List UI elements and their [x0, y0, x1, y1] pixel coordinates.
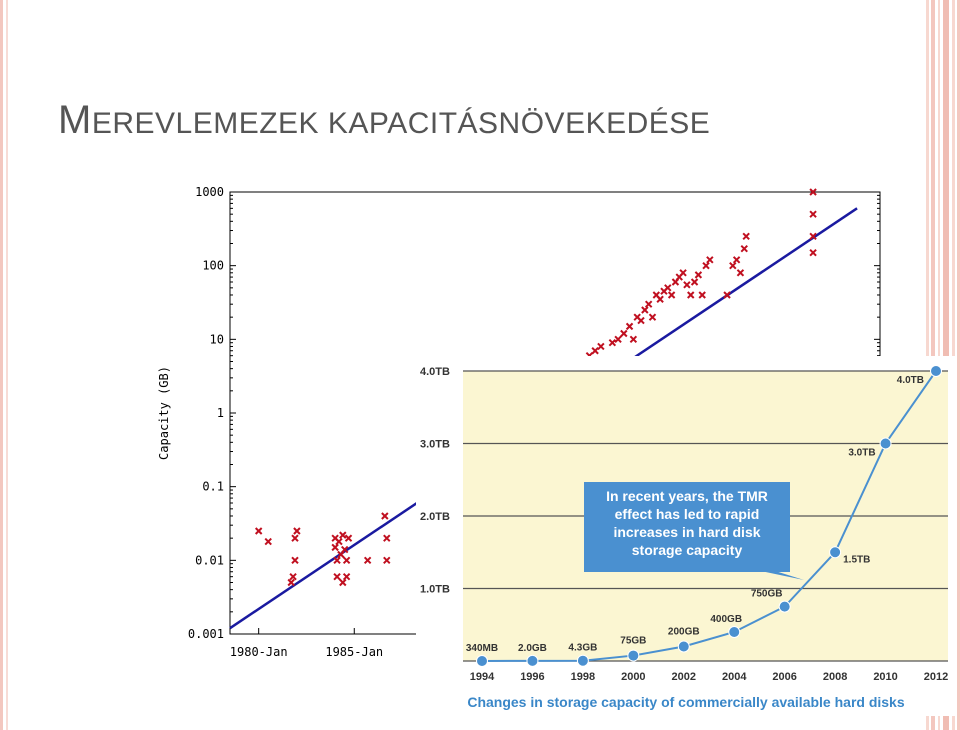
data-point — [527, 655, 538, 666]
slide-title-rest: EREVLEMEZEK KAPACITÁSNÖVEKEDÉSE — [91, 107, 711, 140]
x-tick-label: 1980-Jan — [229, 645, 288, 659]
data-label: 750GB — [750, 588, 783, 600]
data-point — [779, 601, 790, 612]
callout-text-line: storage capacity — [631, 542, 743, 558]
y-axis-label: Capacity (GB) — [157, 366, 171, 460]
data-label: 3.0TB — [848, 447, 876, 459]
y-tick-label: 100 — [202, 258, 224, 273]
callout-text-line: In recent years, the TMR — [606, 488, 768, 504]
slide-left-border — [0, 0, 8, 730]
x-tick-label: 1996 — [520, 671, 545, 683]
x-tick-label: 2006 — [772, 671, 797, 683]
x-tick-label: 1994 — [469, 671, 495, 683]
capacity-line-chart — [416, 356, 956, 716]
data-point — [477, 655, 488, 666]
data-point — [678, 641, 689, 652]
callout-text-line: effect has led to rapid — [614, 506, 760, 522]
y-tick-label: 1.0TB — [420, 583, 450, 596]
data-label: 2.0GB — [517, 642, 547, 654]
data-point — [880, 438, 891, 449]
x-tick-label: 2008 — [822, 671, 848, 683]
x-tick-label: 2000 — [621, 671, 646, 683]
x-tick-label: 1998 — [570, 671, 596, 683]
y-tick-label: 10 — [209, 332, 224, 347]
data-label: 4.0TB — [896, 375, 924, 386]
data-label: 4.3GB — [568, 642, 598, 654]
x-tick-label: 2004 — [721, 671, 747, 683]
y-tick-label: 4.0TB — [420, 366, 450, 378]
x-tick-label: 1985-Jan — [325, 645, 384, 659]
data-point — [931, 366, 942, 377]
x-tick-label: 2010 — [873, 671, 898, 683]
callout-text-line: increases in hard disk — [613, 524, 761, 540]
slide-title-initial: M — [58, 98, 92, 142]
data-label: 75GB — [620, 635, 647, 647]
data-label: 1.5TB — [843, 554, 871, 566]
y-tick-label: 1 — [216, 406, 224, 420]
data-label: 400GB — [710, 614, 743, 625]
data-label: 200GB — [667, 626, 700, 638]
data-label: 340MB — [465, 642, 499, 654]
y-tick-label: 0.01 — [195, 553, 224, 568]
y-tick-label: 1000 — [195, 185, 224, 199]
data-point — [577, 655, 588, 666]
y-tick-label: 2.0TB — [420, 511, 450, 523]
x-tick-label: 2002 — [671, 671, 697, 683]
y-tick-label: 0.1 — [202, 479, 224, 494]
x-tick-label: 2012 — [923, 671, 949, 683]
y-tick-label: 0.001 — [187, 627, 224, 641]
data-point — [729, 627, 740, 638]
y-tick-label: 3.0TB — [420, 438, 450, 451]
data-point — [628, 650, 639, 661]
data-point — [830, 547, 841, 558]
slide-title — [58, 98, 710, 143]
chart-caption: Changes in storage capacity of commercially available hard disks — [467, 694, 905, 710]
